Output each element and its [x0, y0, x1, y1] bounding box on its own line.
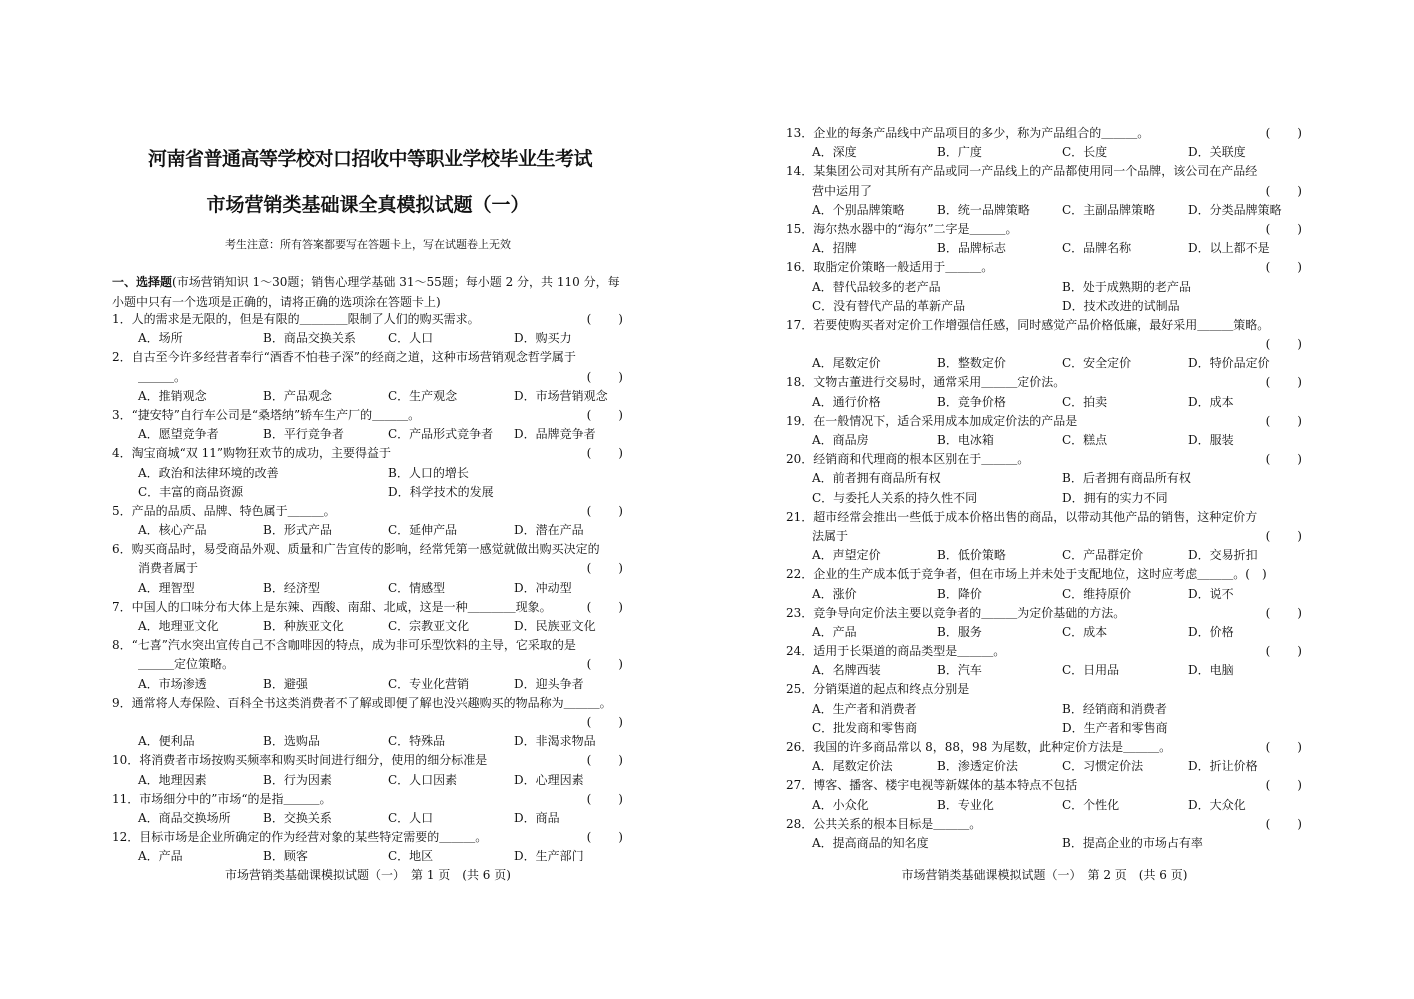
question-continuation — [108, 559, 628, 578]
options-line — [108, 617, 628, 636]
option-a: A．涨价 — [812, 586, 857, 601]
question-text: 10．将消费者市场按购买频率和购买时间进行细分，使用的细分标准是 — [112, 753, 488, 768]
option-b: B．产品观念 — [263, 388, 332, 403]
option-b: B．交换关系 — [263, 810, 332, 825]
option-b: D．技术改进的试制品 — [1062, 298, 1180, 313]
option-b: B．种族亚文化 — [263, 619, 344, 633]
option-b: B．人口的增长 — [388, 465, 469, 480]
option-d: D．品牌竞争者 — [514, 427, 596, 442]
question-continuation — [108, 655, 628, 674]
question-line — [782, 604, 1307, 623]
option-a: A．市场渗透 — [138, 676, 207, 691]
question-line — [782, 450, 1307, 469]
option-c: C．宗教亚文化 — [388, 619, 470, 633]
option-d: D．电脑 — [1188, 663, 1234, 678]
option-d: D．市场营销观念 — [514, 388, 608, 403]
option-c: C．生产观念 — [388, 388, 458, 403]
question-text: 法属于 — [812, 528, 849, 543]
question-text: 14．某集团公司对其所有产品或同一产品线上的产品都使用同一个品牌，该公司在产品经 — [786, 164, 1258, 179]
option-c: C．品牌名称 — [1062, 241, 1132, 256]
option-a: C．没有替代产品的革新产品 — [812, 298, 966, 313]
option-a: A．声望定价 — [812, 548, 881, 563]
section-desc-line2: 小题中只有一个选项是正确的，请将正确的选项涂在答题卡上) — [112, 295, 441, 309]
question-text: 26．我国的许多商品常以 8，88，98 为尾数，此种定价方法是＿＿＿。 — [786, 740, 1172, 754]
answer-paren: ( ) — [586, 791, 624, 806]
answer-paren: ( ) — [1265, 528, 1303, 543]
option-a: C．丰富的商品资源 — [138, 484, 244, 499]
option-c: C．成本 — [1062, 624, 1108, 639]
answer-paren: ( ) — [586, 561, 624, 576]
question-text: 15．海尔热水器中的“海尔”二字是＿＿＿。 — [786, 221, 1018, 236]
question-continuation — [782, 335, 1307, 354]
question-line — [782, 776, 1307, 795]
option-a: A．尾数定价法 — [812, 759, 893, 774]
option-c: C．特殊品 — [388, 734, 446, 749]
question-line — [782, 508, 1307, 527]
option-c: C．延伸产品 — [388, 523, 458, 538]
option-a: A．核心产品 — [138, 523, 207, 538]
option-b: D．生产者和零售商 — [1062, 720, 1168, 735]
option-d: D．潜在产品 — [514, 523, 584, 538]
answer-paren: ( ) — [1265, 183, 1303, 198]
options-line — [108, 809, 628, 828]
section-title: 一、选择题 — [112, 275, 173, 289]
option-c: C．长度 — [1062, 145, 1108, 160]
options-line — [108, 464, 628, 483]
option-b: B．经销商和消费者 — [1062, 701, 1167, 716]
question-text: 22．企业的生产成本低于竞争者，但在市场上并未处于支配地位，这时应考虑＿＿＿。( ) — [786, 567, 1267, 582]
option-c: C．习惯定价法 — [1062, 759, 1144, 774]
option-b: B．平行竞争者 — [263, 427, 344, 442]
option-a: C．批发商和零售商 — [812, 720, 918, 735]
option-c: C．人口因素 — [388, 772, 458, 787]
option-d: D．说不 — [1188, 586, 1234, 601]
option-c: C．主副品牌策略 — [1062, 202, 1156, 217]
answer-paren: ( ) — [586, 599, 624, 614]
option-a: A．场所 — [138, 331, 183, 346]
question-line — [108, 598, 628, 617]
question-text: 营中运用了 — [812, 183, 873, 198]
option-d: D．商品 — [514, 810, 560, 825]
option-b: B．避强 — [263, 676, 308, 691]
page-2 — [782, 0, 1307, 999]
option-a: A．地理亚文化 — [138, 619, 219, 633]
options-line — [108, 521, 628, 540]
question-text: 18．文物古董进行交易时，通常采用＿＿＿定价法。 — [786, 375, 1066, 390]
option-a: A．深度 — [812, 145, 857, 160]
question-line — [108, 540, 628, 559]
question-text: 2．自古至今许多经营者奉行“酒香不怕巷子深”的经商之道，这种市场营销观念哲学属于 — [112, 350, 576, 365]
option-a: A．提高商品的知名度 — [812, 835, 929, 850]
options-line — [782, 796, 1307, 815]
answer-paren: ( ) — [1265, 778, 1303, 793]
question-text: 13．企业的每条产品线中产品项目的多少，称为产品组合的＿＿＿。 — [786, 126, 1150, 140]
question-text: 28．公共关系的根本目标是＿＿＿。 — [786, 816, 982, 831]
answer-paren: ( ) — [1265, 413, 1303, 428]
option-d: D．分类品牌策略 — [1188, 202, 1282, 217]
question-line — [782, 565, 1307, 584]
section-heading — [112, 272, 628, 312]
question-line — [108, 406, 628, 425]
option-b: B．整数定价 — [937, 356, 1006, 371]
question-text: 12．目标市场是企业所确定的作为经营对象的某些特定需要的＿＿＿。 — [112, 830, 488, 845]
answer-paren: ( ) — [586, 446, 624, 461]
options-line — [108, 387, 628, 406]
question-line — [782, 412, 1307, 431]
options-line — [108, 847, 628, 866]
option-a: A．招牌 — [812, 241, 857, 256]
question-text: 27．博客、播客、楼宇电视等新媒体的基本特点不包括 — [786, 778, 1078, 793]
question-text: 25．分销渠道的起点和终点分别是 — [786, 682, 970, 697]
question-text: 21．超市经常会推出一些低于成本价格出售的商品，以带动其他产品的销售，这种定价方 — [786, 509, 1258, 524]
question-line — [782, 124, 1307, 143]
options-line — [782, 354, 1307, 373]
option-d: D．特价品定价 — [1188, 356, 1270, 371]
option-a: A．愿望竞争者 — [138, 427, 219, 442]
answer-paren: ( ) — [1265, 644, 1303, 659]
options-line — [108, 579, 628, 598]
question-line — [782, 738, 1307, 757]
option-b: B．低价策略 — [937, 548, 1006, 563]
option-a: A．商品交换场所 — [138, 810, 231, 825]
option-a: A．产品 — [812, 624, 857, 639]
question-text: 1．人的需求是无限的，但是有限的＿＿＿＿限制了人们的购买需求。 — [112, 312, 480, 326]
option-b: B．渗透定价法 — [937, 759, 1018, 774]
question-text: 3．“捷安特”自行车公司是“桑塔纳”轿车生产厂的＿＿＿。 — [112, 407, 421, 422]
options-line — [782, 834, 1307, 853]
option-d: D．购买力 — [514, 331, 572, 346]
option-c: C．产品群定价 — [1062, 548, 1144, 563]
question-text: 5．产品的品质、品牌、特色属于＿＿＿。 — [112, 503, 336, 518]
section-desc-line1: (市场营销知识 1～30题；销售心理学基础 31～55题；每小题 2 分，共 110 分，每 — [172, 275, 620, 289]
answer-paren: ( ) — [1265, 452, 1303, 467]
page-footer: 市场营销类基础课模拟试题（一） 第 2 页 (共 6 页) — [901, 868, 1188, 882]
question-line — [782, 162, 1307, 181]
option-c: C．安全定价 — [1062, 356, 1132, 371]
option-d: D．服装 — [1188, 433, 1234, 447]
options-line — [782, 623, 1307, 642]
options-line — [782, 757, 1307, 776]
question-text: 6．购买商品时，易受商品外观、质量和广告宣传的影响，经常凭第一感觉就做出购买决定的 — [112, 542, 600, 557]
option-a: A．名牌西装 — [812, 663, 881, 678]
options-line — [782, 239, 1307, 258]
question-text: ＿＿＿定位策略。 — [138, 657, 235, 672]
question-continuation — [782, 182, 1307, 201]
question-text: 20．经销商和代理商的根本区别在于＿＿＿。 — [786, 452, 1030, 467]
option-c: C．维持原价 — [1062, 586, 1132, 601]
option-b: B．汽车 — [937, 663, 982, 678]
option-c: C．人口 — [388, 810, 434, 825]
option-a: A．前者拥有商品所有权 — [812, 471, 941, 486]
option-d: D．非渴求物品 — [514, 734, 596, 749]
option-a: A．小众化 — [812, 797, 869, 812]
option-b: B．统一品牌策略 — [937, 202, 1030, 217]
option-d: D．关联度 — [1188, 145, 1246, 160]
option-c: C．拍卖 — [1062, 394, 1108, 409]
option-a: A．商品房 — [812, 433, 869, 447]
question-text: 19．在一般情况下，适合采用成本加成定价法的产品是 — [786, 413, 1078, 428]
option-a: A．地理因素 — [138, 772, 207, 787]
option-b: B．广度 — [937, 145, 982, 160]
option-c: C．个性化 — [1062, 797, 1120, 812]
option-c: C．日用品 — [1062, 663, 1120, 678]
answer-paren: ( ) — [586, 503, 624, 518]
page-footer: 市场营销类基础课模拟试题（一） 第 1 页 (共 6 页) — [225, 868, 511, 882]
question-line — [782, 220, 1307, 239]
question-line — [108, 636, 628, 655]
option-b: B．商品交换关系 — [263, 331, 356, 346]
options-line — [782, 297, 1307, 316]
answer-paren: ( ) — [586, 657, 624, 672]
options-line — [782, 700, 1307, 719]
answer-paren: ( ) — [1265, 260, 1303, 275]
answer-paren: ( ) — [1265, 740, 1303, 754]
question-line — [108, 502, 628, 521]
option-c: C．糕点 — [1062, 433, 1108, 447]
answer-paren: ( ) — [1265, 816, 1303, 831]
question-line — [108, 790, 628, 809]
question-text: 4．淘宝商城“双 11”购物狂欢节的成功，主要得益于 — [112, 446, 391, 461]
option-a: A．推销观念 — [138, 388, 207, 403]
option-a: A．政治和法律环境的改善 — [138, 465, 279, 480]
question-line — [108, 828, 628, 847]
question-text: 24．适用于长渠道的商品类型是＿＿＿。 — [786, 644, 1006, 659]
question-text: 23．竞争导向定价法主要以竞争者的＿＿＿为定价基础的方法。 — [786, 605, 1126, 620]
option-a: A．通行价格 — [812, 394, 881, 409]
question-list-page1 — [108, 310, 628, 866]
option-d: D．交易折扣 — [1188, 548, 1258, 563]
options-line — [108, 483, 628, 502]
options-line — [782, 489, 1307, 508]
option-a: A．替代品较多的老产品 — [812, 279, 941, 294]
question-text: 17．若要使购买者对定价工作增强信任感，同时感觉产品价格低廉，最好采用＿＿＿策略。 — [786, 317, 1270, 332]
options-line — [108, 771, 628, 790]
question-text: 9．通常将人寿保险、百科全书这类消费者不了解或即便了解也没兴趣购买的物品称为＿＿＿。 — [112, 695, 612, 710]
question-line — [782, 373, 1307, 392]
option-d: D．生产部门 — [514, 849, 584, 864]
option-c: C．情感型 — [388, 580, 446, 595]
option-b: B．电冰箱 — [937, 433, 994, 447]
options-line — [782, 143, 1307, 162]
option-d: D．成本 — [1188, 394, 1234, 409]
question-line — [782, 258, 1307, 277]
option-a: A．理智型 — [138, 580, 195, 595]
answer-paren: ( ) — [586, 830, 624, 845]
question-text: 8．“七喜”汽水突出宣传自己不含咖啡因的特点，成为非可乐型饮料的主导，它采取的是 — [112, 638, 576, 653]
options-line — [782, 201, 1307, 220]
option-c: C．地区 — [388, 849, 434, 864]
option-a: A．个别品牌策略 — [812, 202, 905, 217]
option-b: B．后者拥有商品所有权 — [1062, 471, 1191, 486]
option-b: B．经济型 — [263, 580, 320, 595]
option-a: A．尾数定价 — [812, 356, 881, 371]
option-b: B．顾客 — [263, 849, 308, 864]
option-b: B．专业化 — [937, 797, 994, 812]
options-line — [108, 675, 628, 694]
option-d: D．迎头争者 — [514, 676, 584, 691]
option-b: B．竞争价格 — [937, 394, 1006, 409]
options-line — [782, 393, 1307, 412]
option-a: C．与委托人关系的持久性不同 — [812, 490, 978, 505]
option-c: C．专业化营销 — [388, 676, 470, 691]
candidate-notice: 考生注意：所有答案都要写在答题卡上，写在试题卷上无效 — [225, 238, 511, 251]
option-b: B．服务 — [937, 624, 982, 639]
option-a: A．生产者和消费者 — [812, 701, 917, 716]
options-line — [782, 719, 1307, 738]
option-d: D．民族亚文化 — [514, 619, 596, 633]
question-line — [782, 680, 1307, 699]
question-text: 16．取脂定价策略一般适用于＿＿＿。 — [786, 260, 994, 275]
answer-paren: ( ) — [1265, 605, 1303, 620]
answer-paren: ( ) — [1265, 221, 1303, 236]
option-d: D．大众化 — [1188, 797, 1246, 812]
exam-title-line2: 市场营销类基础课全真模拟试题（一） — [206, 194, 530, 216]
question-line — [108, 694, 628, 713]
options-line — [782, 585, 1307, 604]
question-text: 消费者属于 — [138, 561, 199, 576]
option-b: B．行为因素 — [263, 772, 332, 787]
options-line — [108, 425, 628, 444]
options-line — [782, 431, 1307, 450]
option-d: D．折让价格 — [1188, 759, 1258, 774]
options-line — [782, 546, 1307, 565]
option-c: C．人口 — [388, 331, 434, 346]
option-b: D．拥有的实力不同 — [1062, 490, 1168, 505]
option-b: B．处于成熟期的老产品 — [1062, 279, 1191, 294]
option-b: B．选购品 — [263, 734, 320, 749]
options-line — [108, 329, 628, 348]
question-continuation — [782, 527, 1307, 546]
option-d: D．冲动型 — [514, 580, 572, 595]
answer-paren: ( ) — [586, 312, 624, 326]
question-line — [782, 316, 1307, 335]
options-line — [782, 661, 1307, 680]
option-d: D．以上都不是 — [1188, 241, 1270, 256]
option-b: B．品牌标志 — [937, 241, 1006, 256]
question-list-page2 — [782, 124, 1307, 853]
options-line — [108, 732, 628, 751]
question-line — [782, 815, 1307, 834]
answer-paren: ( ) — [1265, 375, 1303, 390]
option-b: B．降价 — [937, 586, 982, 601]
answer-paren: ( ) — [1265, 337, 1303, 352]
option-a: A．产品 — [138, 849, 183, 864]
answer-paren: ( ) — [586, 714, 624, 729]
question-text: 7．中国人的口味分布大体上是东辣、西酸、南甜、北咸，这是一种＿＿＿＿现象。 — [112, 599, 552, 614]
page-1 — [108, 0, 628, 999]
answer-paren: ( ) — [586, 407, 624, 422]
question-line — [782, 642, 1307, 661]
option-b: D．科学技术的发展 — [388, 484, 494, 499]
answer-paren: ( ) — [586, 753, 624, 768]
question-line — [108, 310, 628, 329]
question-text: ＿＿＿。 — [138, 369, 187, 384]
option-b: B．提高企业的市场占有率 — [1062, 835, 1203, 850]
question-continuation — [108, 368, 628, 387]
answer-paren: ( ) — [1265, 126, 1303, 140]
question-text: 11．市场细分中的”市场“的是指＿＿＿。 — [112, 791, 332, 806]
option-b: B．形式产品 — [263, 523, 332, 538]
option-a: A．便利品 — [138, 734, 195, 749]
question-line — [108, 348, 628, 367]
option-d: D．价格 — [1188, 624, 1234, 639]
options-line — [782, 278, 1307, 297]
question-line — [108, 444, 628, 463]
options-line — [782, 469, 1307, 488]
question-line — [108, 751, 628, 770]
question-continuation — [108, 713, 628, 732]
option-d: D．心理因素 — [514, 772, 584, 787]
exam-title-line1: 河南省普通高等学校对口招收中等职业学校毕业生考试 — [147, 148, 592, 170]
answer-paren: ( ) — [586, 369, 624, 384]
option-c: C．产品形式竞争者 — [388, 427, 494, 442]
